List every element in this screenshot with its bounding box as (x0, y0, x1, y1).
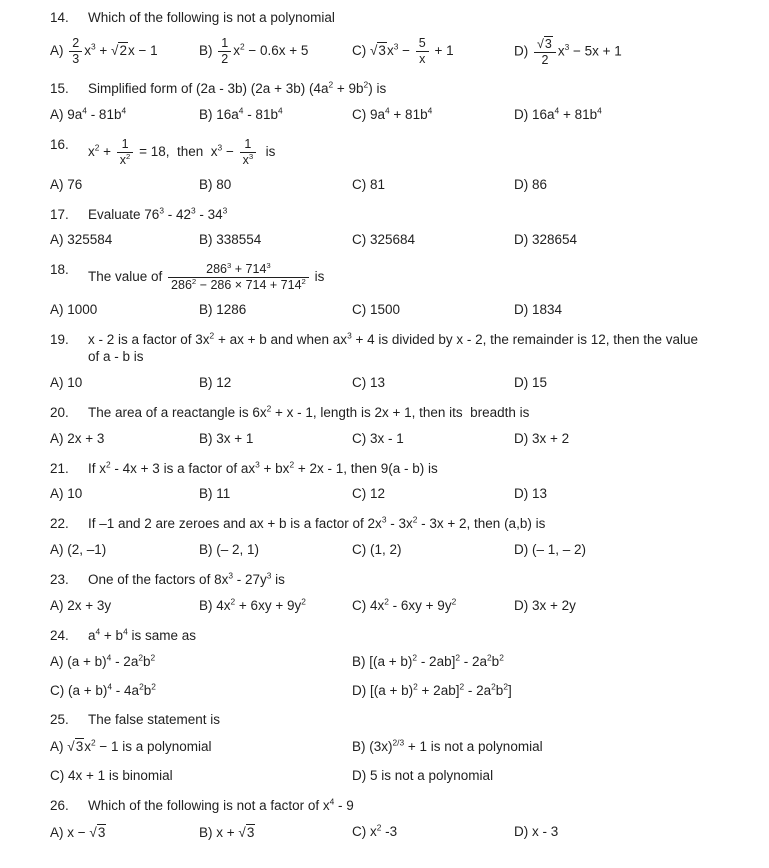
question-number: 24. (50, 627, 69, 643)
option-B: B) 3x + 1 (199, 430, 254, 446)
question-block (50, 262, 733, 319)
question-number: 19. (50, 332, 69, 348)
question-number: 14. (50, 10, 69, 25)
option-D: D) $16a^4 + 81b^4$ (514, 105, 602, 122)
question-number: 18. (50, 262, 69, 278)
option-D: D) 1834 (514, 302, 563, 318)
option-C: C) 81 (352, 176, 386, 192)
option-D: D) √ $\frac{3}{2}$ $x^3 - 5x + 1$ (514, 36, 733, 68)
option-B: B) 338554 (199, 232, 262, 248)
question-text: Which of the following is not a factor of $x^4 - 9$ (88, 796, 354, 813)
question-number: 23. (50, 572, 69, 587)
options-row (50, 177, 733, 194)
option-B: B) 80 (199, 176, 232, 192)
option-C: C) 13 (352, 374, 386, 390)
option-C: C) $(a + b)^4 - 4a^2b^2$ (50, 681, 156, 698)
question-text: If –1 and 2 are zeroes and ax + b is a factor of $2x^3 - 3x^2 - 3x + 2$, then (a,b) is (88, 514, 546, 532)
question-text: One of the factors of $8x^3 - 27y^3$ is (88, 570, 285, 587)
question-text: x - 2 is a factor of $3x^2$ + ax + b and when $ax^3 + 4$ is divided by x - 2, the remainder is 12, then the value of a - b is (88, 330, 699, 364)
question-text: The value of $\frac{286^3 + 714^3}{286^2 - 286 \times 714 + 714^2}$ is (88, 261, 325, 293)
question-number: 15. (50, 80, 69, 96)
option-D: D) $[(a + b)^2 + 2ab]^2 - 2a^2b^2$] (352, 681, 512, 698)
option-A: A) (2, –1) (50, 542, 107, 558)
option-B: B) 1286 (199, 302, 247, 318)
option-C: C) 325684 (352, 232, 416, 248)
options-row (50, 738, 733, 785)
question-block (50, 405, 733, 448)
options-row (50, 431, 733, 448)
question-row (50, 798, 733, 815)
question-block (50, 137, 733, 194)
question-number: 22. (50, 516, 69, 532)
question-block (50, 712, 733, 785)
question-text: Which of the following is not a polynomial (88, 10, 335, 25)
question-row (50, 81, 733, 98)
question-block (50, 81, 733, 124)
options-row (50, 302, 733, 319)
question-number: 16. (50, 136, 69, 152)
options-row (50, 36, 733, 68)
option-B: B) 11 (199, 486, 231, 502)
option-A: A) 76 (50, 176, 83, 192)
question-text: If $x^2 - 4x + 3$ is a factor of $ax^3 + bx^2 + 2x - 1$, then 9(a - b) is (88, 459, 438, 476)
option-A: A) $(a + b)^4 - 2a^2b^2$ (50, 652, 156, 669)
options-row (50, 598, 733, 615)
question-number: 20. (50, 404, 69, 420)
option-D: D) 5 is not a polynomial (352, 768, 494, 784)
option-A: A) 2x + 3 (50, 430, 105, 446)
option-D: D) (– 1, – 2) (514, 542, 587, 558)
question-text: Simplified form of (2a - 3b) (2a + 3b) $(4a^2 + 9b^2)$ is (88, 79, 387, 96)
option-A: A) √ $3x^2 - 1$ is a polynomial (50, 738, 352, 756)
option-A: A) $9a^4 - 81b^4$ (50, 105, 127, 122)
question-row (50, 516, 733, 533)
option-D: D) 328654 (514, 232, 578, 248)
option-C: C) (1, 2) (352, 542, 402, 558)
option-C: C) 3x - 1 (352, 430, 404, 446)
question-block (50, 516, 733, 559)
question-text: Evaluate $76^3 - 42^3 - 34^3$ (88, 205, 228, 222)
option-B: B) $4x^2 + 6xy + 9y^2$ (199, 596, 306, 613)
option-C: C) 1500 (352, 302, 401, 318)
question-block (50, 207, 733, 250)
options-row (50, 542, 733, 559)
question-number: 26. (50, 798, 69, 813)
options-row (50, 654, 733, 700)
question-number: 21. (50, 460, 69, 476)
option-C: C) 12 (352, 486, 386, 502)
option-C: C) $9a^4 + 81b^4$ (352, 105, 433, 122)
option-C: C) 4x + 1 is binomial (50, 768, 173, 784)
question-row (50, 712, 733, 729)
option-B: B) $\frac{1}{2}$ $x^2 - 0.6x + 5$ (199, 36, 309, 67)
option-D: D) 3x + 2y (514, 597, 576, 613)
options-row (50, 232, 733, 249)
option-B: B) $(3x)^{2/3} + 1$ is not a polynomial (352, 737, 543, 754)
option-A: A) x − √ 3 (50, 824, 199, 842)
question-row (50, 628, 733, 645)
options-row (50, 824, 733, 842)
option-C: C) $4x^2 - 6xy + 9y^2$ (352, 596, 457, 613)
question-text: The area of a reactangle is $6x^2 + x - 1$, length is 2x + 1, then its breadth is (88, 403, 530, 420)
question-text: The false statement is (88, 712, 221, 728)
option-A: A) 10 (50, 486, 83, 502)
option-D: D) 15 (514, 374, 548, 390)
question-row (50, 262, 733, 293)
option-A: A) 1000 (50, 302, 98, 318)
option-D: D) 3x + 2 (514, 430, 570, 446)
question-row (50, 332, 733, 366)
question-row (50, 207, 733, 224)
option-B: B) $[(a + b)^2 - 2ab]^2 - 2a^2b^2$ (352, 652, 504, 669)
question-text: $a^4 + b^4$ is same as (88, 626, 197, 643)
question-row (50, 461, 733, 478)
options-row (50, 107, 733, 124)
option-C: C) $x^2$ -3 (352, 822, 398, 840)
question-row (50, 10, 733, 27)
options-row (50, 375, 733, 392)
options-row (50, 486, 733, 503)
option-B: B) (– 2, 1) (199, 542, 260, 558)
option-A: A) 2x + 3y (50, 597, 112, 613)
question-block (50, 628, 733, 700)
question-row (50, 405, 733, 422)
question-block (50, 10, 733, 68)
option-A: A) $\frac{2}{3}$ $x^3$ + √ 2x − 1 (50, 36, 199, 67)
option-B: B) 12 (199, 374, 232, 390)
question-text: $x^2$ + $\frac{1}{x^2}$ = 18, then $x^3$ − $\frac{1}{x^3}$ is (88, 136, 276, 167)
option-B: B) x + √ 3 (199, 824, 352, 842)
option-D: D) 13 (514, 486, 548, 502)
question-number: 25. (50, 712, 69, 728)
question-block (50, 332, 733, 392)
question-list (50, 10, 733, 842)
option-D: D) 86 (514, 176, 548, 192)
option-D: D) x - 3 (514, 824, 559, 840)
question-block (50, 798, 733, 842)
question-number: 17. (50, 206, 69, 222)
option-A: A) 10 (50, 374, 83, 390)
question-block (50, 461, 733, 504)
question-block (50, 572, 733, 615)
option-A: A) 325584 (50, 232, 113, 248)
option-B: B) $16a^4 - 81b^4$ (199, 105, 283, 122)
question-row (50, 137, 733, 168)
question-row (50, 572, 733, 589)
option-C: C) √ $3x^3$ − $\frac{5}{x}$ + 1 (352, 36, 514, 67)
